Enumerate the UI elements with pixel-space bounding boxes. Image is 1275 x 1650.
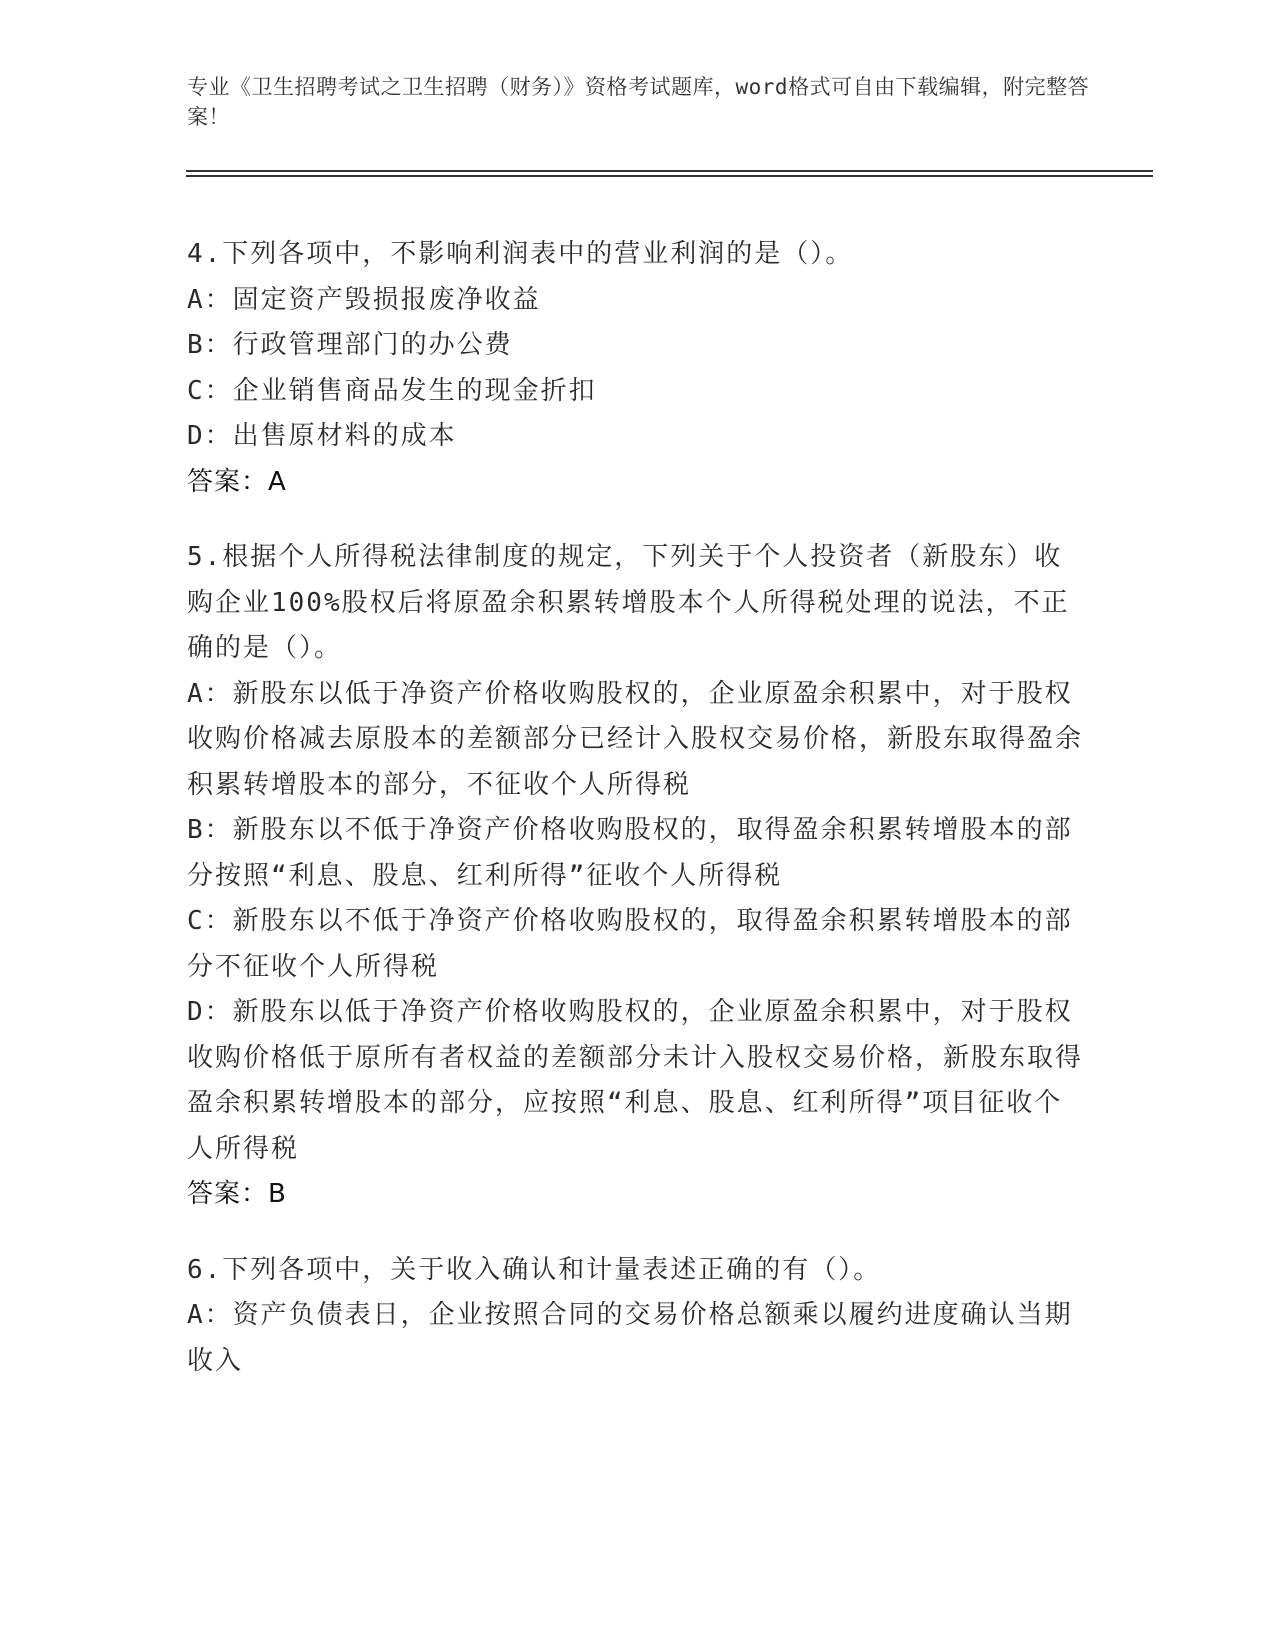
document-header: 专业《卫生招聘考试之卫生招聘（财务）》资格考试题库，word格式可自由下载编辑，附完整答案！	[187, 75, 1090, 129]
question-stem: 5.根据个人所得税法律制度的规定，下列关于个人投资者（新股东）收购企业100%股权后将原盈余积累转增股本个人所得税处理的说法，不正确的是（）。	[187, 542, 1070, 663]
option-c: C：企业销售商品发生的现金折扣	[187, 375, 597, 406]
option-b: B：行政管理部门的办公费	[187, 330, 513, 360]
option-d: D：新股东以低于净资产价格收购股权的，企业原盈余积累中，对于股权收购价格低于原所有者权益的差额部分未计入股权交易价格，新股东取得盈余积累转增股本的部分，应按照“利息、股息、红利所得”项目征收个人所得税	[187, 997, 1084, 1164]
option-c: C：新股东以不低于净资产价格收购股权的，取得盈余积累转增股本的部分不征收个人所得税	[187, 906, 1073, 982]
option-a: A：新股东以低于净资产价格收购股权的，企业原盈余积累中，对于股权收购价格减去原股本的差额部分已经计入股权交易价格，新股东取得盈余积累转增股本的部分，不征收个人所得税	[187, 678, 1084, 800]
question-4	[187, 232, 1087, 505]
question-list	[187, 232, 1087, 1414]
answer-label: 答案：A	[187, 466, 287, 497]
option-b: B：新股东以不低于净资产价格收购股权的，取得盈余积累转增股本的部分按照“利息、股息、红利所得”征收个人所得税	[187, 815, 1073, 891]
question-stem: 6.下列各项中，关于收入确认和计量表述正确的有（）。	[187, 1254, 882, 1285]
question-6	[187, 1248, 1087, 1385]
header-rule-top	[186, 170, 1153, 172]
question-5	[187, 535, 1087, 1218]
answer-label: 答案：B	[187, 1179, 287, 1209]
option-a: A：固定资产毁损报废净收益	[187, 284, 541, 315]
question-stem: 4.下列各项中，不影响利润表中的营业利润的是（）。	[187, 239, 854, 269]
option-d: D：出售原材料的成本	[187, 421, 457, 451]
option-a: A：资产负债表日，企业按照合同的交易价格总额乘以履约进度确认当期收入	[187, 1300, 1073, 1376]
header-rule-bottom	[186, 175, 1153, 177]
